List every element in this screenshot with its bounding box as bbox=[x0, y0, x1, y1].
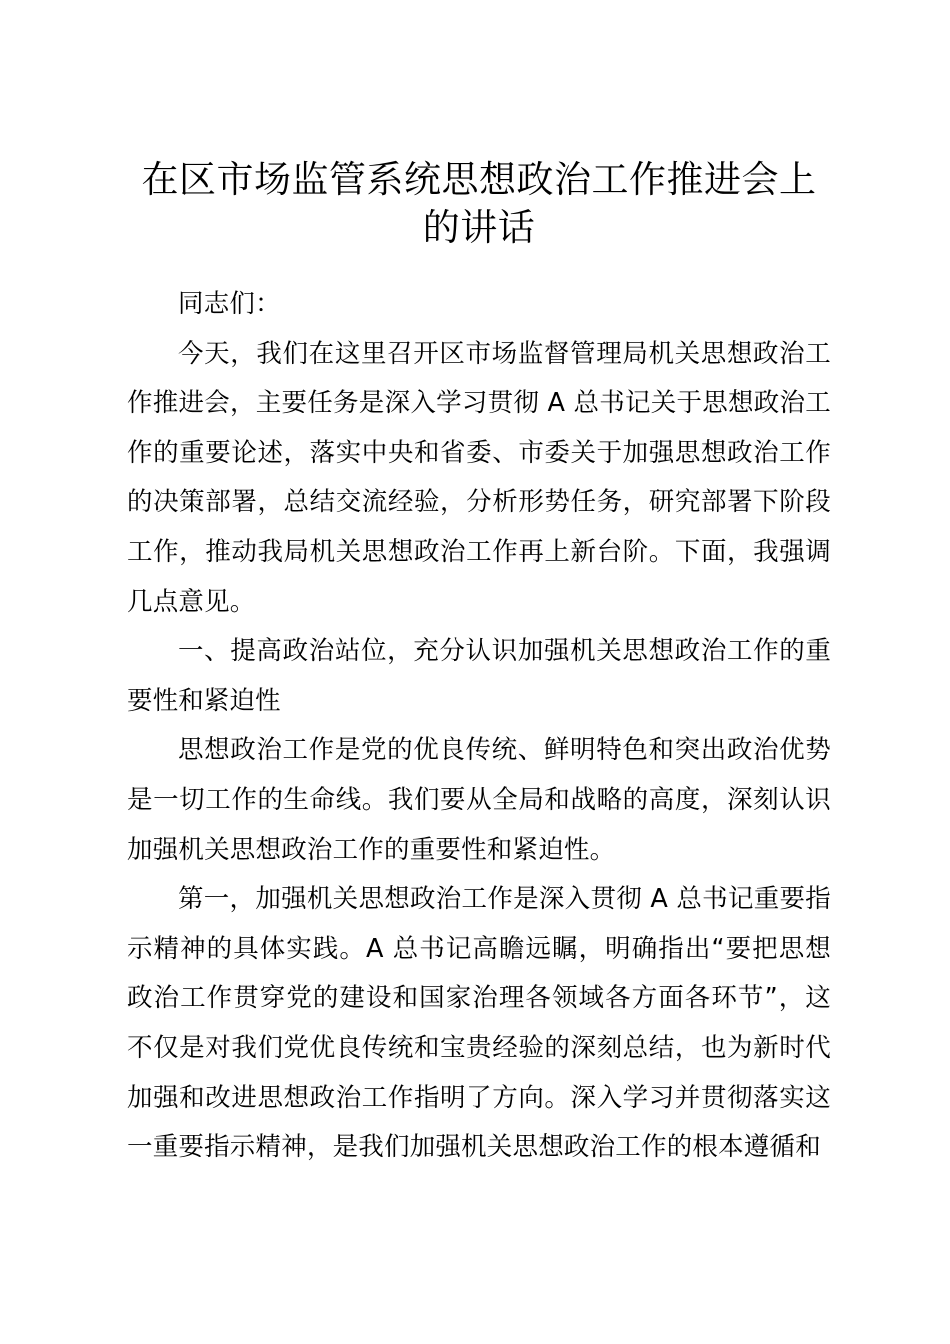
document-title: 在区市场监管系统思想政治工作推进会上的讲话 bbox=[141, 158, 817, 249]
opening-paragraph: 今天，我们在这里召开区市场监督管理局机关思想政治工作推进会，主要任务是深入学习贯彻 A 总书记关于思想政治工作的重要论述，落实中央和省委、市委关于加强思想政治工作的决策部署，总结交流经验，分析形势任务，研究部署下阶段工作，推动我局机关思想政治工作再上新台阶。下面，我强调几点意见。 bbox=[127, 338, 831, 617]
document-body bbox=[127, 280, 831, 1173]
body-paragraph: 第一，加强机关思想政治工作是深入贯彻 A 总书记重要指示精神的具体实践。A 总书记高瞻远瞩，明确指出“要把思想政治工作贯穿党的建设和国家治理各领域各方面各环节”，这不仅是对我们党优良传统和宝贵经验的深刻总结，也为新时代加强和改进思想政治工作指明了方向。深入学习并贯彻落实这一重要指示精神，是我们加强机关思想政治工作的根本遵循和 bbox=[127, 884, 831, 1163]
section-heading: 一、提高政治站位，充分认识加强机关思想政治工作的重要性和紧迫性 bbox=[127, 636, 831, 716]
body-paragraph: 思想政治工作是党的优良传统、鲜明特色和突出政治优势是一切工作的生命线。我们要从全局和战略的高度，深刻认识加强机关思想政治工作的重要性和紧迫性。 bbox=[127, 735, 831, 865]
salutation-paragraph: 同志们： bbox=[178, 289, 281, 319]
